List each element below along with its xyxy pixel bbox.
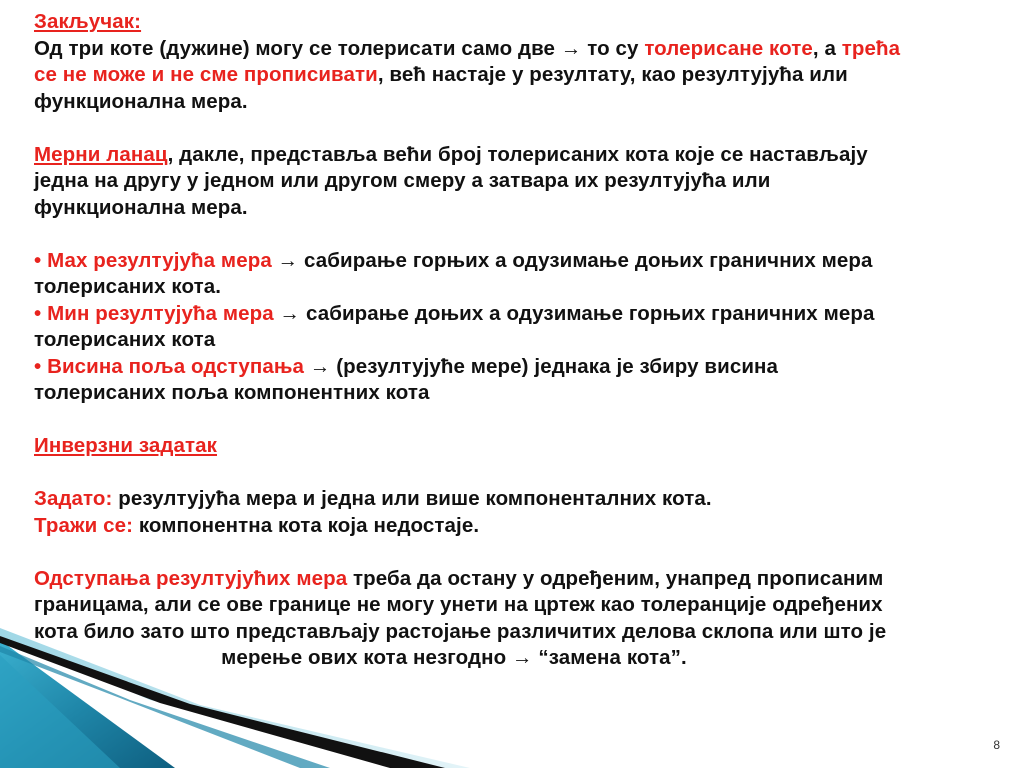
paragraph-line [34,62,994,89]
p3-text: треба да остану у одређеним, унапред прописаним [347,566,884,590]
p2-text: , дакле, представља већи број толерисаних кота које се настављају [167,142,868,166]
p1-text: , а [812,36,842,60]
given-line [34,486,994,513]
paragraph-tolerated-dimensions [34,36,994,63]
bullet-marker: • [34,301,48,325]
spacer [34,407,994,434]
spacer [34,115,994,142]
p2-text: функционална мера. [34,195,248,219]
spacer [34,460,994,487]
bullet-term: Мин резултујућа мера [47,301,274,325]
p1-term-tolerated: толерисане коте [644,36,813,60]
paragraph-deviations [34,566,994,593]
p3-text: мерење ових кота незгодно → “замена кота”. [221,646,687,669]
p3-text: кота било зато што представљају растојање различитих делова склопа или што је [34,619,887,643]
conclusion-heading: Закључак: [34,10,142,33]
inverse-task-heading: Инверзни задатак [34,434,218,457]
bullet-term: Мах резултујућа мера [47,248,272,272]
bullet-text: → (резултујуће мере) једнака је збиру висина [304,354,779,378]
bullet-marker: • [34,354,48,378]
p3-term-deviations: Одступања резултујућих мера [34,566,348,590]
page-number: 8 [993,738,1000,752]
given-text: резултујућа мера и једна или више компоненталних кота. [112,487,712,510]
bullet-item [34,248,994,275]
p1-text: функционална мера. [34,89,248,113]
bullet-marker: • [34,248,48,272]
paragraph-dimension-chain [34,142,994,169]
bullet-text: толерисаних кота. [34,275,222,298]
p2-text: једна на другу у једном или другом смеру а затвара их резултујућа или [34,169,771,192]
find-text: компонентна кота која недостаје. [133,513,480,537]
find-line [34,513,994,540]
p1-term-third: трећа [841,36,901,60]
bullet-text: → сабирање горњих а одузимање доњих граничних мера [271,248,873,272]
p3-text: границама, али се ове границе не могу унети на цртеж као толеранције одређених [34,593,883,616]
slide-content [34,9,994,672]
p1-text: Од три коте (дужине) могу се толерисати само две → то су [34,36,645,60]
find-label: Тражи се: [34,513,134,537]
given-label: Задато: [34,487,113,510]
bullet-item [34,354,994,381]
bullet-text: → сабирање доњих а одузимање горњих граничних мера [273,301,875,325]
spacer [34,539,994,566]
p2-term-chain: Мерни ланац [34,142,168,166]
bullet-text: толерисаних поља компонентних кота [34,381,430,404]
bullet-term: Висина поља одступања [47,354,305,378]
p1-term-not-prescribed: се не може и не сме прописивати [34,63,378,86]
bullet-text: толерисаних кота [34,328,216,351]
spacer [34,221,994,248]
bullet-item [34,301,994,328]
p1-text: , већ настаје у резултату, као резултујућа или [377,63,848,86]
